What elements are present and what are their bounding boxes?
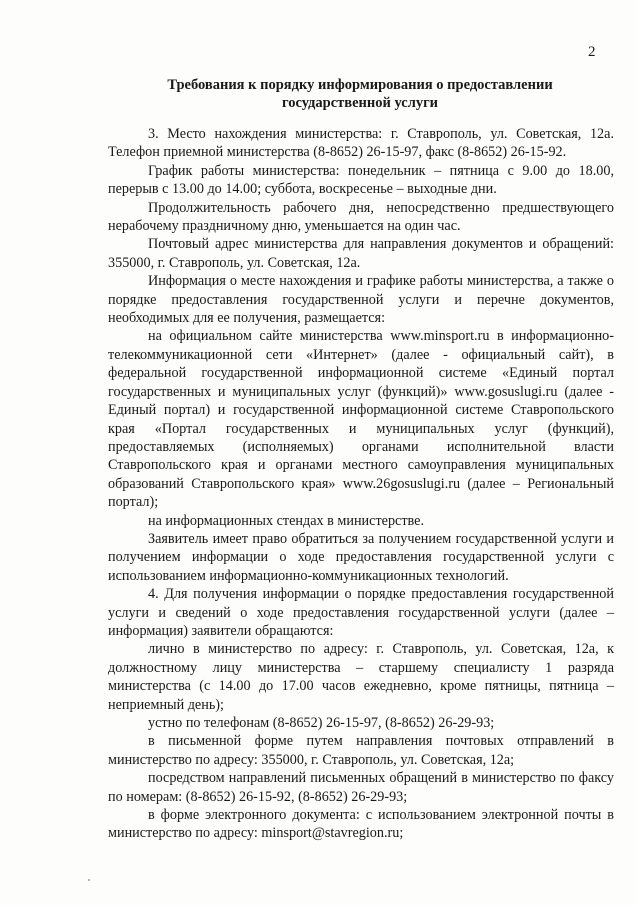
title-line-1: Требования к порядку информирования о предоставлении	[167, 77, 553, 93]
paragraph: посредством направлений письменных обращений в министерство по факсу по номерам: (8-8652) 26-15-92, (8-8652) 26-29-93;	[108, 770, 614, 805]
paragraph: на информационных стендах в министерстве.	[148, 512, 424, 529]
paragraph: в форме электронного документа: с использованием электронной почты в министерство по адресу: minsport@stavregion.ru;	[108, 807, 614, 842]
paragraph: Продолжительность рабочего дня, непосредственно предшествующего нерабочему праздничному дню, уменьшается на один час.	[108, 199, 614, 235]
paragraph: 3. Место нахождения министерства: г. Ставрополь, ул. Советская, 12а. Телефон приемной министерства (8-8652) 26-15-97, факс (8-8652) 26-15-92.	[108, 126, 614, 161]
paragraph: в письменной форме путем направления почтовых отправлений в министерство по адресу: 355000, г. Ставрополь, ул. Советская, 12а;	[108, 733, 614, 768]
document-body	[108, 125, 614, 843]
paragraph: на официальном сайте министерства www.minsport.ru в информационно-телекоммуникационной сети «Интернет» (далее - официальный сайт), в федеральной государственной информационной системе «Единый портал государственных и муниципальных услуг (функций)» www.gosuslugi.ru (далее - Единый портал) и государственной информационной системе Ставропольского края «Портал государственных и муниципальных услуг (функций), предоставляемых (исполняемых) органами исполнительной власти Ставропольского края и органами местного самоуправления муниципальных образований Ставропольского края» www.26gosuslugi.ru (далее – Региональный портал);	[108, 328, 614, 511]
paragraph: Информация о месте нахождения и графике работы министерства, а также о порядке предоставления государственной услуги и перечне документов, необходимых для ее получения, размещается:	[108, 273, 614, 327]
paragraph: Заявитель имеет право обратиться за получением государственной услуги и получением информации о ходе предоставления государственной услуги с использованием информационно-коммуникационных технологий.	[108, 530, 614, 584]
document-title	[100, 76, 620, 112]
page-number: 2	[588, 44, 596, 60]
paragraph: Почтовый адрес министерства для направления документов и обращений: 355000, г. Ставрополь, ул. Советская, 12а.	[108, 236, 614, 271]
paragraph: 4. Для получения информации о порядке предоставления государственной услуги и сведений о ходе предоставления государственной услуги (далее – информация) заявители обращаются:	[108, 586, 614, 639]
paragraph: устно по телефонам (8-8652) 26-15-97, (8-8652) 26-29-93;	[148, 715, 495, 731]
paragraph: лично в министерство по адресу: г. Ставрополь, ул. Советская, 12а, к должностному лицу министерства – старшему специалисту 1 разряда министерства (с 14.00 до 17.00 часов ежедневно, кроме пятницы, пятница – неприемный день);	[108, 641, 614, 713]
title-line-2: государственной услуги	[281, 95, 439, 111]
paragraph: График работы министерства: понедельник – пятница с 9.00 до 18.00, перерыв с 13.00 до 14.00; суббота, воскресенье – выходные дни.	[108, 162, 614, 198]
scan-speck	[88, 879, 90, 881]
